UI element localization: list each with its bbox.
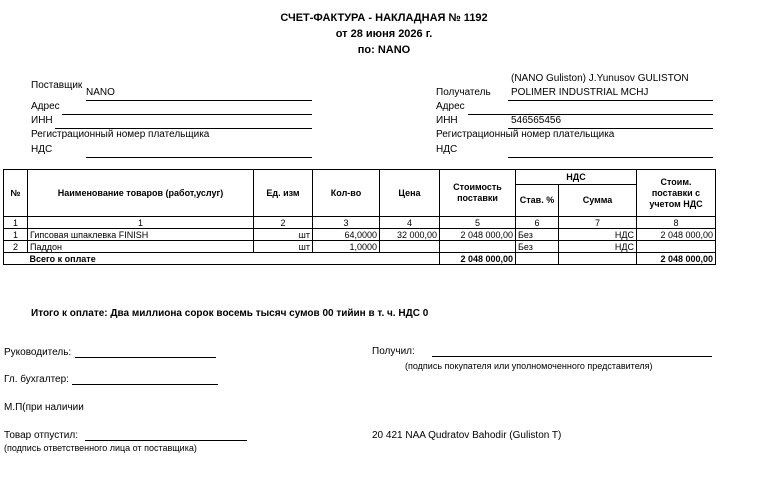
table-footer-row <box>4 253 716 265</box>
stamp-label: М.П(при наличии <box>4 402 84 413</box>
released-signature-line <box>85 440 247 441</box>
recipient-value-line1: (NANO Guliston) J.Yunusov GULISTON <box>511 73 689 84</box>
supplier-inn-label: ИНН <box>31 115 53 126</box>
col-header-price: Цена <box>380 170 440 217</box>
supplier-value: NANO <box>86 87 115 98</box>
recipient-reg-label: Регистрационный номер плательщика <box>436 129 615 140</box>
footer-label: Всего к оплате <box>28 253 254 265</box>
receiver-name: 20 421 NAA Qudratov Bahodir (Guliston T) <box>372 430 562 441</box>
footer-total: 2 048 000,00 <box>637 253 716 265</box>
row-vat-sum: НДС <box>559 241 637 253</box>
table-row <box>4 229 716 241</box>
supplier-vat-underline <box>86 157 312 158</box>
document-contract: по: NANO <box>357 44 411 56</box>
col-number-3: 3 <box>313 217 380 229</box>
row-name: Паддон <box>28 241 254 253</box>
supplier-vat-label: НДС <box>31 144 53 155</box>
recipient-value-line2: POLIMER INDUSTRIAL MCHJ <box>511 87 649 98</box>
col-number-1: 1 <box>4 217 28 229</box>
supplier-label: Поставщик <box>31 80 83 91</box>
released-note: (подпись ответственного лица от поставщика) <box>4 443 197 453</box>
row-name: Гипсовая шпаклевка FINISH <box>28 229 254 241</box>
col-number-7: 7 <box>559 217 637 229</box>
col-header-vat-sum: Сумма <box>559 185 637 217</box>
row-price: 32 000,00 <box>380 229 440 241</box>
director-signature-line <box>75 357 216 358</box>
received-label: Получил: <box>372 346 415 357</box>
row-vat-sum: НДС <box>559 229 637 241</box>
row-vat-rate: Без <box>516 229 559 241</box>
col-header-total-with-vat: Стоим. поставки с учетом НДС <box>637 170 716 217</box>
supplier-address-underline <box>62 114 312 115</box>
row-cost <box>440 241 516 253</box>
received-signature-line <box>432 356 712 357</box>
released-label: Товар отпустил: <box>4 430 78 441</box>
accountant-signature-line <box>72 384 218 385</box>
supplier-reg-label: Регистрационный номер плательщика <box>31 129 210 140</box>
row-unit: шт <box>254 241 313 253</box>
row-num: 1 <box>4 229 28 241</box>
row-vat-rate: Без <box>516 241 559 253</box>
document-title: СЧЕТ-ФАКТУРА - НАКЛАДНАЯ № 1192 <box>280 12 488 24</box>
supplier-underline <box>86 100 312 101</box>
col-number-6: 6 <box>516 217 559 229</box>
table-row <box>4 241 716 253</box>
recipient-inn-label: ИНН <box>436 115 458 126</box>
col-number-4: 4 <box>380 217 440 229</box>
col-header-cost: Стоимость поставки <box>440 170 516 217</box>
col-number-2: 2 <box>254 217 313 229</box>
recipient-vat-underline <box>508 157 713 158</box>
col-header-unit: Ед. изм <box>254 170 313 217</box>
document-date: от 28 июня 2026 г. <box>335 28 433 40</box>
recipient-vat-label: НДС <box>436 144 458 155</box>
supplier-address-label: Адрес <box>31 101 60 112</box>
col-number-2: 1 <box>28 217 254 229</box>
footer-cost: 2 048 000,00 <box>440 253 516 265</box>
row-cost: 2 048 000,00 <box>440 229 516 241</box>
received-note: (подпись покупателя или уполномоченного представителя) <box>405 361 653 371</box>
row-unit: шт <box>254 229 313 241</box>
recipient-underline <box>508 100 713 101</box>
col-number-8: 8 <box>637 217 716 229</box>
accountant-label: Гл. бухгалтер: <box>4 374 69 385</box>
col-header-vat: НДС <box>516 170 637 185</box>
col-number-5: 5 <box>440 217 516 229</box>
col-header-num: № <box>4 170 28 217</box>
invoice-table <box>3 169 716 265</box>
row-total: 2 048 000,00 <box>637 229 716 241</box>
row-num: 2 <box>4 241 28 253</box>
row-qty: 1,0000 <box>313 241 380 253</box>
row-total <box>637 241 716 253</box>
row-price <box>380 241 440 253</box>
director-label: Руководитель: <box>4 347 72 358</box>
col-header-vat-rate: Став. % <box>516 185 559 217</box>
recipient-label: Получатель <box>436 87 491 98</box>
row-qty: 64,0000 <box>313 229 380 241</box>
recipient-address-underline <box>468 114 713 115</box>
col-header-name: Наименование товаров (работ,услуг) <box>28 170 254 217</box>
recipient-inn-value: 546565456 <box>511 115 562 126</box>
recipient-address-label: Адрес <box>436 101 465 112</box>
total-in-words: Итого к оплате: Два миллиона сорок восемь тысяч сумов 00 тийин в т. ч. НДС 0 <box>31 308 429 319</box>
col-header-qty: Кол-во <box>313 170 380 217</box>
